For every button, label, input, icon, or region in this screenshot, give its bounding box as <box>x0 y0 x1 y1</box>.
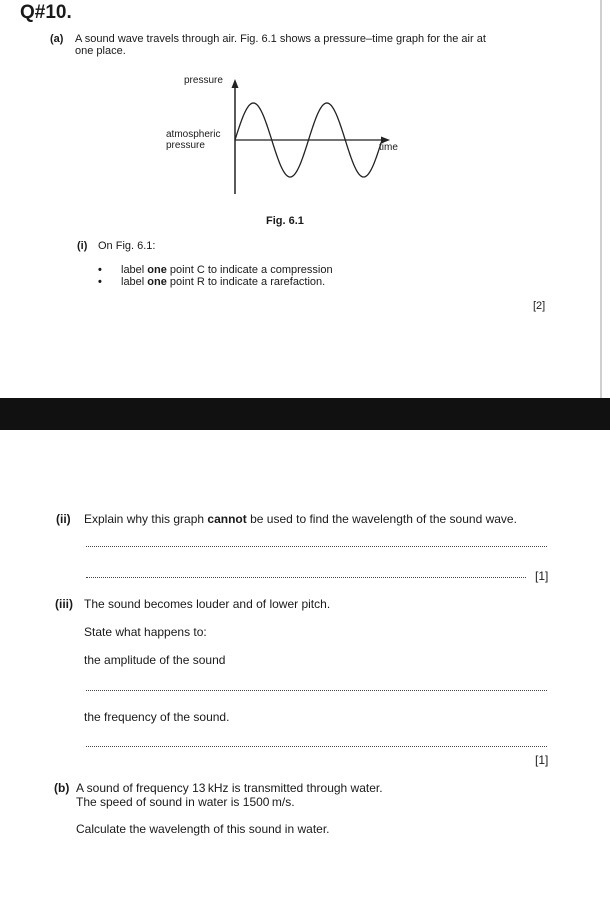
y-axis-arrow-icon <box>232 79 239 88</box>
bullet-compression: label one point C to indicate a compression <box>121 264 333 276</box>
page-separator-band <box>0 398 610 430</box>
part-a-label: (a) <box>50 33 64 45</box>
question-heading: Q#10. <box>20 2 72 23</box>
figure-caption: Fig. 6.1 <box>266 215 304 227</box>
part-ii-text: Explain why this graph cannot be used to find the wavelength of the sound wave. <box>84 512 517 526</box>
part-b-label: (b) <box>54 781 70 795</box>
part-i-marks: [2] <box>533 300 546 312</box>
part-b-line2: The speed of sound in water is 1500 m/s. <box>76 795 295 809</box>
page-edge <box>600 0 602 398</box>
part-iii-item-frequency: the frequency of the sound. <box>84 710 230 724</box>
answer-line[interactable] <box>86 577 526 578</box>
part-ii-label: (ii) <box>56 512 71 526</box>
part-a-text-line2: one place. <box>75 45 126 57</box>
part-iii-instruction: State what happens to: <box>84 625 207 639</box>
part-a-text-line1: A sound wave travels through air. Fig. 6.1 shows a pressure–time graph for the air at <box>75 33 486 45</box>
baseline-label-line1: atmospheric <box>166 129 221 140</box>
bullet-dot: • <box>98 276 102 288</box>
part-b-line1: A sound of frequency 13 kHz is transmitted through water. <box>76 781 383 795</box>
part-iii-label: (iii) <box>55 597 73 611</box>
pressure-time-graph <box>150 66 420 198</box>
part-i-intro: On Fig. 6.1: <box>98 240 156 252</box>
part-iii-item-amplitude: the amplitude of the sound <box>84 653 226 667</box>
part-i-label: (i) <box>77 240 88 252</box>
x-axis-label: time <box>379 142 398 153</box>
part-b-line3: Calculate the wavelength of this sound in water. <box>76 822 330 836</box>
upper-page <box>0 0 600 398</box>
bullet-rarefaction: label one point R to indicate a rarefaction. <box>121 276 326 288</box>
part-ii-marks: [1] <box>535 569 549 583</box>
answer-line[interactable] <box>86 690 547 691</box>
y-axis-label: pressure <box>184 75 223 86</box>
baseline-label-line2: pressure <box>166 140 205 151</box>
part-iii-text: The sound becomes louder and of lower pitch. <box>84 597 331 611</box>
answer-line[interactable] <box>86 546 547 547</box>
answer-line[interactable] <box>86 746 547 747</box>
part-iii-marks: [1] <box>535 753 549 767</box>
bullet-dot: • <box>98 264 102 276</box>
